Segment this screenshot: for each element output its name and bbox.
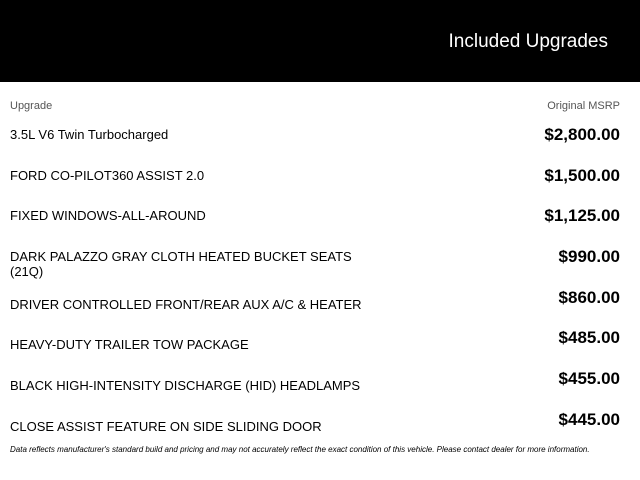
list-item [0, 203, 640, 244]
upgrade-list [0, 122, 640, 448]
upgrade-price: $2,800.00 [544, 125, 620, 144]
disclaimer-text: Data reflects manufacturer's standard build and pricing and may not accurately reflect the exact condition of this vehicle. Please contact dealer for more information. [10, 445, 590, 454]
upgrade-name: FIXED WINDOWS-ALL-AROUND [10, 208, 206, 224]
upgrade-name: FORD CO-PILOT360 ASSIST 2.0 [10, 167, 205, 183]
upgrade-column-header: Upgrade [10, 100, 53, 112]
upgrade-price: $860.00 [558, 287, 620, 307]
list-item [0, 407, 640, 448]
upgrade-price: $485.00 [558, 328, 620, 348]
upgrade-name: 3.5L V6 Twin Turbocharged [10, 127, 169, 142]
list-item [0, 244, 640, 285]
list-item [0, 285, 640, 326]
upgrade-price: $445.00 [558, 409, 620, 429]
upgrade-name: DARK PALAZZO GRAY CLOTH HEATED BUCKET SEATS (21Q) [10, 249, 352, 280]
list-item [0, 325, 640, 366]
upgrade-name: CLOSE ASSIST FEATURE ON SIDE SLIDING DOOR [10, 418, 322, 434]
upgrade-price: $1,500.00 [544, 165, 620, 185]
page-title: Included Upgrades [448, 31, 608, 52]
list-item [0, 122, 640, 163]
msrp-column-header: Original MSRP [547, 100, 620, 112]
list-item [0, 366, 640, 407]
upgrade-price: $455.00 [558, 369, 620, 389]
upgrade-price: $1,125.00 [544, 206, 620, 226]
upgrade-name: BLACK HIGH-INTENSITY DISCHARGE (HID) HEADLAMPS [10, 378, 361, 394]
upgrade-name: DRIVER CONTROLLED FRONT/REAR AUX A/C & HEATER [10, 296, 362, 312]
page-header [0, 0, 640, 82]
upgrade-name: HEAVY-DUTY TRAILER TOW PACKAGE [10, 337, 249, 353]
list-item [0, 163, 640, 204]
upgrade-price: $990.00 [558, 247, 620, 267]
